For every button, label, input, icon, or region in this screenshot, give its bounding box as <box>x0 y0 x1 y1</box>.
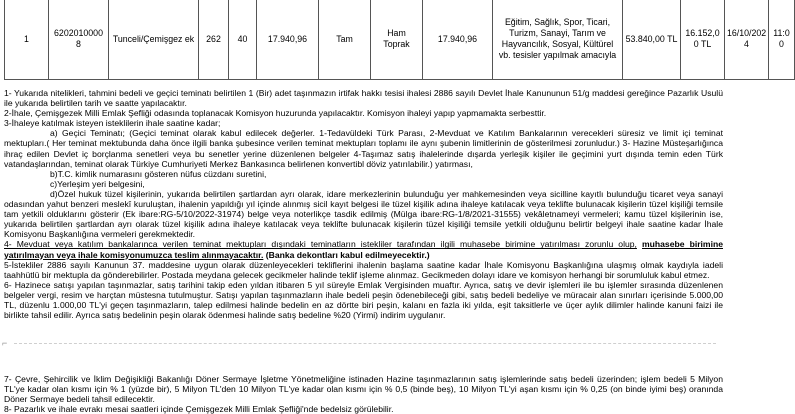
cell-imar: Eğitim, Sağlık, Spor, Ticari, Turizm, Sanayi, Tarım ve Hayvancılık, Sosyal, Kültürel vb. tesisler yapılmak amacıyla <box>493 0 623 80</box>
tender-conditions-continued <box>4 374 723 414</box>
page-break-line <box>14 343 716 344</box>
cell-saat: 11:0 0 <box>769 0 795 80</box>
cell-tarih: 16/10/202 4 <box>725 0 769 80</box>
cell-no: 1 <box>5 0 49 80</box>
paragraph-7: 7- Çevre, Şehircilik ve İklim Değişikliği Bakanlığı Döner Sermaye İşletme Yönetmeliğine istinaden Hazine taşınmazlarının satış işlemlerinde satış bedeli üzerinden; işlem bedeli 5 Milyon TL'ye kadar olan kısmı için % 1 (yüzde bir), 5 Milyon TL'den 10 Milyon TL'ye kadar olan kısmı için % 0,5 (binde beş), 10 Milyon TL'yi aşan kısmı için % 0,25 (on binde iyimi beş) oranında Döner Sermaye bedeli tahsil edilecektir. <box>4 374 723 405</box>
paragraph-4-bold: (Banka dekontları kabul edilmeyecektir.) <box>265 249 430 260</box>
cell-bedel: 53.840,00 TL <box>623 0 681 80</box>
paragraph-3d: d)Özel hukuk tüzel kişilerinin, yukarıda belirtilen şartlardan ayrı olarak, idare merkezlerinin bulunduğu yer mahkemesinden veya sicilline kayıtlı bulunduğu ticaret veya sanayi odasından yahut benzeri meslekî kuruluştan, ihalenin yapıldığı yıl içinde alınmış sicil kayıt belgesi ile tüzel kişilik adına ihaleye katılacak veya teklifte bulunacak kişilerin tüzel kişiliği temsile tam yetkili olduklarını gösterir (Ek ibare:RG-5/10/2022-31974) belge veya noterlikçe tasdik edilmiş (Mülga ibare:RG-1/8/2021-31555) vekâletnameyi vermeleri; kamu tüzel kişilerinin ise, yukarıda belirtilen şartlardan ayrı olarak tüzel kişilik adına ihaleye katılacak veya teklifte bulunacak kişilerin tüzel kişiliği temsile yetkili olduğunu belirtir belgeyi ihale saatine kadar İhale Komisyonu Başkanlığına vermeleri gerekmektedir. <box>4 188 723 240</box>
paragraph-3a: a) Geçici Teminatı; (Geçici teminat olarak kabul edilecek değerler. 1-Tedavüldeki Türk Parası, 2-Mevduat ve Katılım Bankalarının verecekleri süresiz ve limit içi teminat mektupları.( Her teminat mektubunda daha önce ilgili banka şubesince verilen teminat mektupları toplamı ile aynı şubenin limitlerinin de gösterilmesi zorunludur.) 3- Hazine Müsteşarlığınca ihraç edilen Devlet iç borçlanma senetleri veya bu senetler yerine düzenlenen belgeler 4-Taşımaz satış ihalelerinde dışarda yerleşik kişiler ile geçimini yurt dışında temin eden Türk vatandaşlarından, teminat olarak Türkiye Cumhuriyeti Merkez Bankasınca belirlenen konvertibl döviz yatırılabilir.) yatırması, <box>4 128 723 169</box>
cell-cinsi: Ham Toprak <box>371 0 423 80</box>
paragraph-3: 3-İhaleye katılmak isteyen isteklilerin ihale saatine kadar; <box>4 118 221 129</box>
cell-ada: 6202010000 8 <box>49 0 109 80</box>
paragraph-4-underlined: 4- Mevduat veya katılım bankalarınca verilen teminat mektupları dışındaki teminatların istekliler tarafından ilgili muhasebe birimine yatırılması zorunlu olup, <box>4 239 637 250</box>
paragraph-5: 5-İstekliler 2886 sayılı Kanunun 37. maddesine uygun olarak düzenleyecekleri tekliflerini ihalenin başlama saatine kadar İhale Komisyonu Başkanlığına ulaşmış olmak kaydıyla iadeli taahhütlü bir mektupla da gönderebilirler. Postada meydana gelecek gecikmeler halinde teklif işleme alınmaz. Gecikmeden dolayı idare ve komisyon herhangi bir sorumluluk kabul etmez. <box>4 259 723 280</box>
cell-il-ilce: Tunceli/Çemişgez ek <box>109 0 199 80</box>
paragraph-8: 8- Pazarlık ve ihale evrakı mesai saatleri içinde Çemişgezek Milli Emlak Şefliği'nde bedelsiz görülebilir. <box>4 404 394 414</box>
cell-hisse: Tam <box>319 0 371 80</box>
cell-teminat: 16.152,0 0 TL <box>681 0 725 80</box>
paragraph-3c: c)Yerleşim yeri belgesini, <box>50 178 145 189</box>
paragraph-3b: b)T.C. kimlik numarasını gösteren nüfus cüzdanı suretini, <box>50 168 267 179</box>
table-row <box>5 0 795 80</box>
auction-table <box>4 0 795 80</box>
cell-parsel: 40 <box>229 0 257 80</box>
cell-ada-no: 262 <box>199 0 229 80</box>
page-break-marker: ⌐ <box>2 338 8 348</box>
paragraph-2: 2-İhale, Çemişgezek Milli Emlak Şefliği odasında toplanacak Komisyon huzurunda yapılacaktır. Komisyon ihaleyi yapıp yapmamakta serbesttir. <box>4 108 547 119</box>
tender-conditions <box>4 88 723 320</box>
paragraph-4-bold-underlined: muhasebe birimine yatırılmayan veya ihale komisyonumuzca teslim alınmayacaktır. <box>4 239 723 260</box>
paragraph-1: 1- Yukarıda nitelikleri, tahmini bedeli ve geçici teminatı belirtilen 1 (Bir) adet taşınmazın irtifak hakkı tesisi ihalesi 2886 sayılı Devlet İhale Kanununun 51/g maddesi gereğince Pazarlık Usulü ile yukarıda belirtilen tarih ve saatte yapılacaktır. <box>4 88 723 109</box>
cell-yuzolcum: 17.940,96 <box>257 0 319 80</box>
cell-satis-alani: 17.940,96 <box>423 0 493 80</box>
paragraph-6: 6- Hazinece satışı yapılan taşınmazlar, satış tarihini takip eden yıldan itibaren 5 yıl süreyle Emlak Vergisinden muaftır. Ayrıca, satış ve devir işlemleri ile bu işlemler sırasında düzenlenen belgeler vergi, resim ve harçtan müstesna tutulmuştur. Satışı yapılan taşınmazların ihale bedeli peşin ödenebileceği gibi, satış bedeli bedeliye ve müracair alan sınırları içerisinde 5.000,00 TL, düzenlu 1.000,00 TL'yi geçen taşınmazların, talep edilmesi halinde bedelin en az dörtte biri peşin, kalanı en fazla iki yılda, eşit taksitlerle ve üçer aylık dilimler halinde kanuni faizi ile birlikte tahsil edilir. Ayrıca satış bedelinin peşin olarak ödenmesi halinde satış bedeline %20 (Yirmi) indirim uygulanır. <box>4 279 723 321</box>
paragraph-4 <box>4 239 723 259</box>
page-break <box>0 337 730 367</box>
